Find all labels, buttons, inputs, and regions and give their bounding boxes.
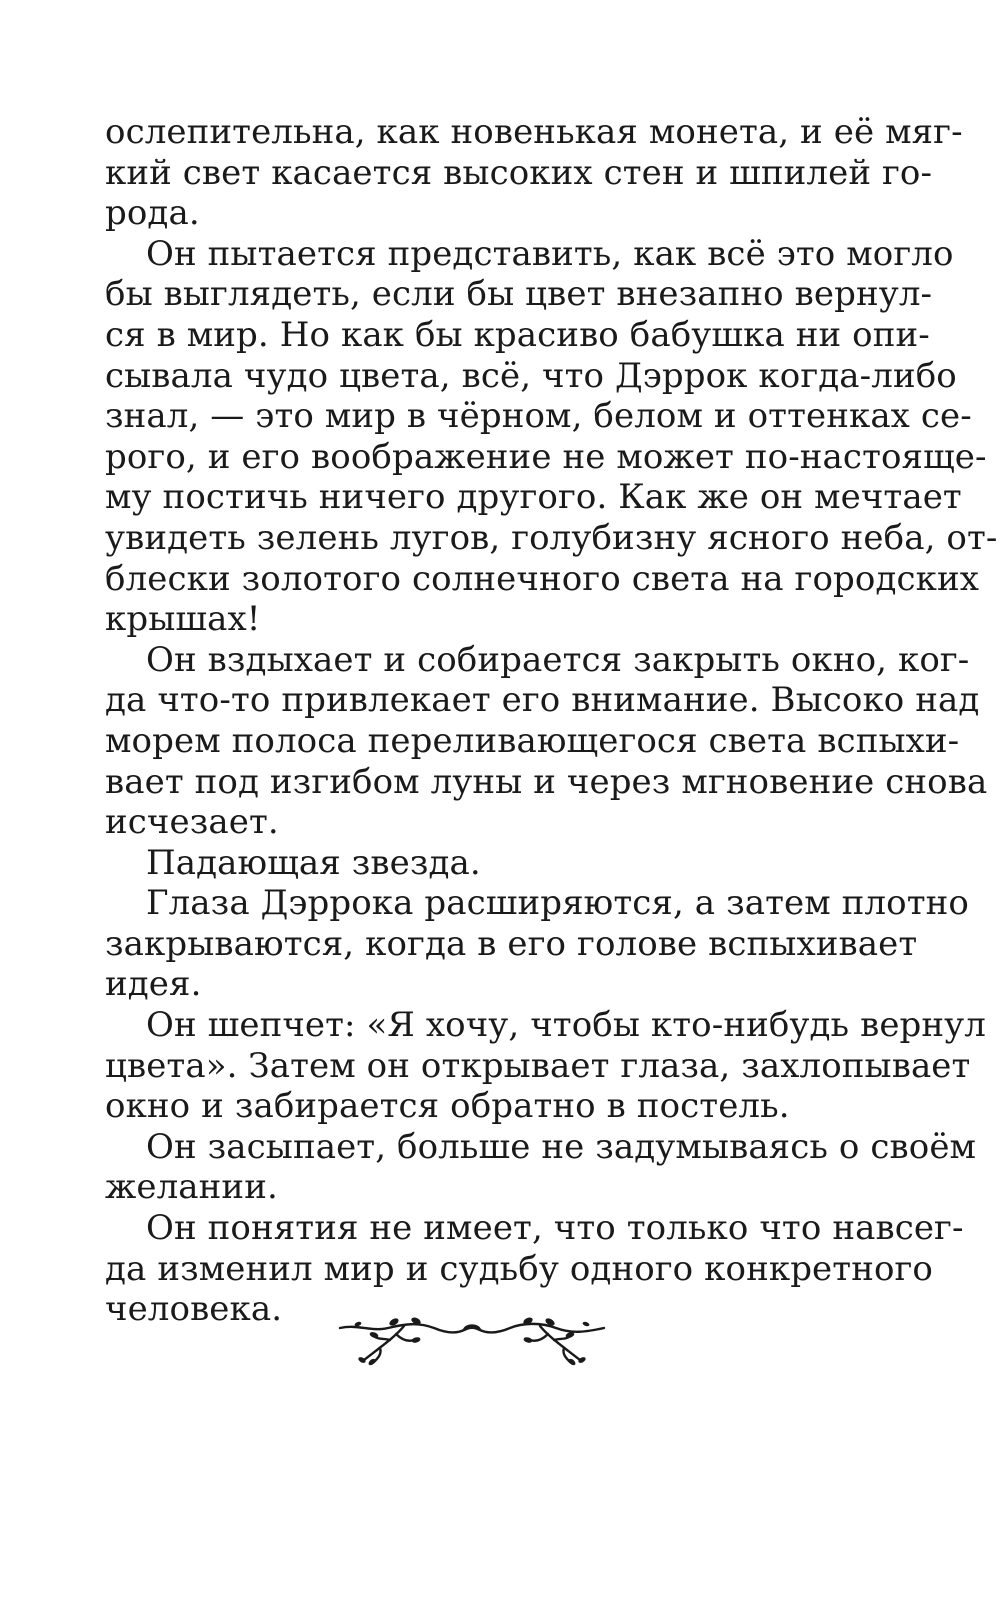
paragraph xyxy=(105,112,963,234)
text-line: Он засыпает, больше не задумываясь о своём xyxy=(146,1126,977,1167)
text-line: цвета». Затем он открывает глаза, захлопывает xyxy=(105,1045,971,1086)
paragraph xyxy=(105,639,988,843)
text-line: да что-то привлекает его внимание. Высоко над xyxy=(105,680,980,721)
paragraph xyxy=(105,843,833,884)
text-line: увидеть зелень лугов, голубизну ясного неба, от- xyxy=(105,517,998,558)
paragraph xyxy=(105,1208,964,1330)
text-line: Глаза Дэррока расширяются, а затем плотно xyxy=(146,883,969,924)
text-line: му постичь ничего другого. Как же он мечтает xyxy=(105,477,962,518)
text-line: Он вздыхает и собирается закрыть окно, ког- xyxy=(146,639,970,680)
paragraph xyxy=(105,233,998,640)
paragraph xyxy=(105,1005,986,1127)
text-line: ся в мир. Но как бы красиво бабушка ни опи- xyxy=(105,314,930,355)
text-line: Он понятия не имеет, что только что навсег- xyxy=(146,1208,964,1249)
text-line: блески золотого солнечного света на городских xyxy=(105,558,980,599)
text-line: сывала чудо цвета, всё, что Дэррок когда-либо xyxy=(105,355,957,396)
text-line: Падающая звезда. xyxy=(146,842,481,883)
text-line: ослепительна, как новенькая монета, и её мяг- xyxy=(105,112,963,152)
text-line: вает под изгибом луны и через мгновение снова xyxy=(105,761,988,802)
text-line: бы выглядеть, если бы цвет внезапно вернул- xyxy=(105,274,933,315)
text-line: человека. xyxy=(105,1289,283,1330)
paragraph xyxy=(105,883,969,1005)
text-line: исчезает. xyxy=(105,802,279,843)
text-line: кий свет касается высоких стен и шпилей го- xyxy=(105,152,933,193)
text-line: знал, — это мир в чёрном, белом и оттенках се- xyxy=(105,396,972,437)
text-line: да изменил мир и судьбу одного конкретного xyxy=(105,1248,934,1289)
text-line: Он пытается представить, как всё это могло xyxy=(146,233,954,274)
vine-divider-icon xyxy=(338,1316,606,1366)
text-line: крышах! xyxy=(105,599,261,640)
text-line: рого, и его воображение не может по-настояще- xyxy=(105,436,987,477)
text-line: закрываются, когда в его голове вспыхивает xyxy=(105,923,918,964)
text-line: окно и забирается обратно в постель. xyxy=(105,1086,790,1127)
text-line: морем полоса переливающегося света вспыхи- xyxy=(105,720,960,761)
book-page-text xyxy=(105,112,998,1330)
text-line: идея. xyxy=(105,964,202,1005)
text-line: Он шепчет: «Я хочу, чтобы кто-нибудь вернул xyxy=(146,1005,986,1046)
text-line: желании. xyxy=(105,1167,278,1208)
paragraph xyxy=(105,1126,977,1208)
text-line: рода. xyxy=(105,193,200,234)
